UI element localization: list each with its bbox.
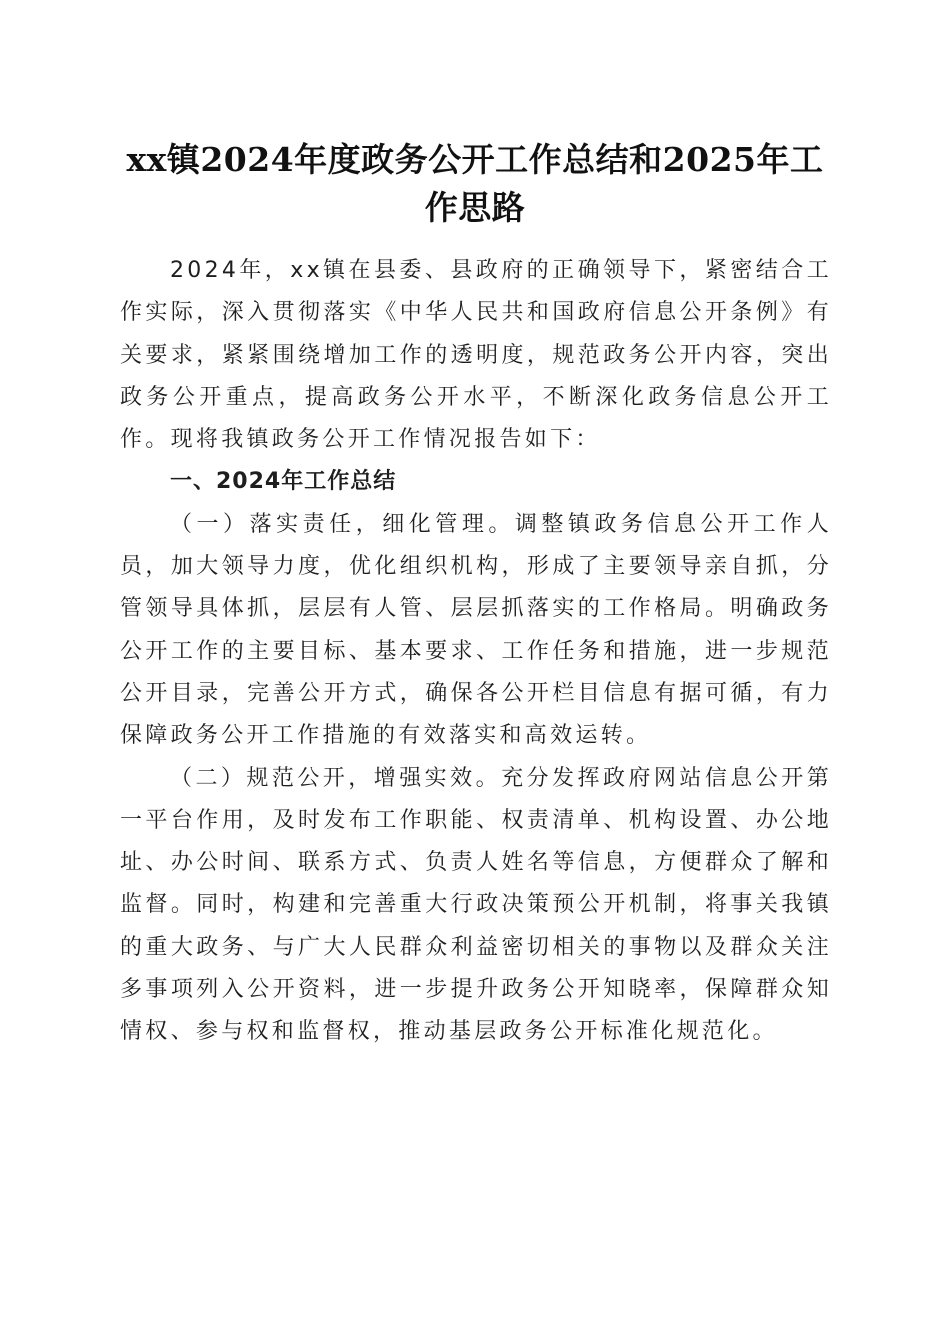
section-heading: 一、2024年工作总结 xyxy=(170,469,397,495)
item-2-body: 充分发挥政府网站信息公开第一平台作用，及时发布工作职能、权责清单、机构设置、办公地址、办公时间、联系方式、负责人姓名等信息，方便群众了解和监督。同时，构建和完善重大行政决策预公开机制，将事关我镇的重大政务、与广大人民群众利益密切相关的事物以及群众关注多事项列入公开资料，进一步提升政务公开知晓率，保障群众知情权、参与权和监督权，推动基层政务公开标准化规范化。 xyxy=(120,765,833,1045)
item-2-title: （二）规范公开，增强实效。 xyxy=(170,765,502,791)
item-1-title: （一）落实责任，细化管理。 xyxy=(170,511,515,537)
document-body xyxy=(120,250,832,1054)
intro-paragraph: 2024年，xx镇在县委、县政府的正确领导下，紧密结合工作实际，深入贯彻落实《中华人民共和国政府信息公开条例》有关要求，紧紧围绕增加工作的透明度，规范政务公开内容，突出政务公开重点，提高政务公开水平，不断深化政务信息公开工作。现将我镇政务公开工作情况报告如下： xyxy=(120,258,832,453)
document-title: xx镇2024年度政务公开工作总结和2025年工作思路 xyxy=(126,140,824,227)
paragraph-item-1 xyxy=(120,504,832,758)
item-1-body: 调整镇政务信息公开工作人员，加大领导力度，优化组织机构，形成了主要领导亲自抓，分管领导具体抓，层层有人管、层层抓落实的工作格局。明确政务公开工作的主要目标、基本要求、工作任务和措施，进一步规范公开目录，完善公开方式，确保各公开栏目信息有据可循，有力保障政务公开工作措施的有效落实和高效运转。 xyxy=(120,511,832,749)
paragraph-item-2 xyxy=(120,758,832,1054)
